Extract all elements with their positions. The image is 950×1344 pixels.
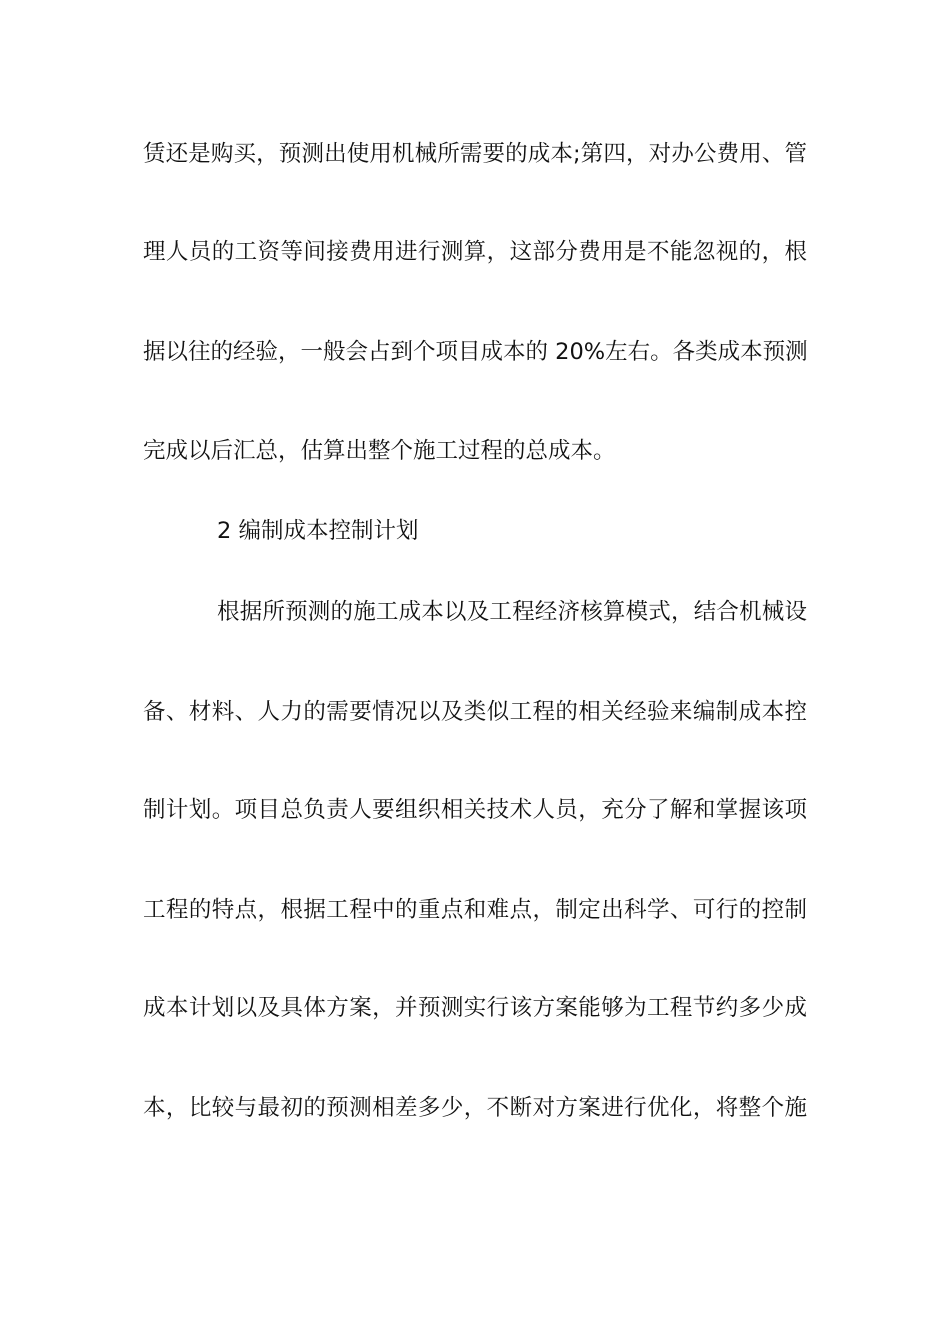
paragraph-line: 制计划。项目总负责人要组织相关技术人员，充分了解和掌握该项 [143,797,807,823]
paragraph-line: 备、材料、人力的需要情况以及类似工程的相关经验来编制成本控 [143,699,807,725]
paragraph-line: 完成以后汇总，估算出整个施工过程的总成本。 [143,438,616,464]
paragraph-line: 成本计划以及具体方案，并预测实行该方案能够为工程节约多少成 [143,995,807,1021]
paragraph-line: 本，比较与最初的预测相差多少，不断对方案进行优化，将整个施 [143,1095,807,1121]
paragraph-line: 赁还是购买，预测出使用机械所需要的成本;第四，对办公费用、管 [143,141,807,167]
section-heading: 2 编制成本控制计划 [217,518,419,544]
paragraph-line: 理人员的工资等间接费用进行测算，这部分费用是不能忽视的，根 [143,239,807,265]
paragraph-line: 根据所预测的施工成本以及工程经济核算模式，结合机械设 [217,599,807,625]
paragraph-line: 工程的特点，根据工程中的重点和难点，制定出科学、可行的控制 [143,897,807,923]
paragraph-line: 据以往的经验，一般会占到个项目成本的 20%左右。各类成本预测 [143,339,808,365]
